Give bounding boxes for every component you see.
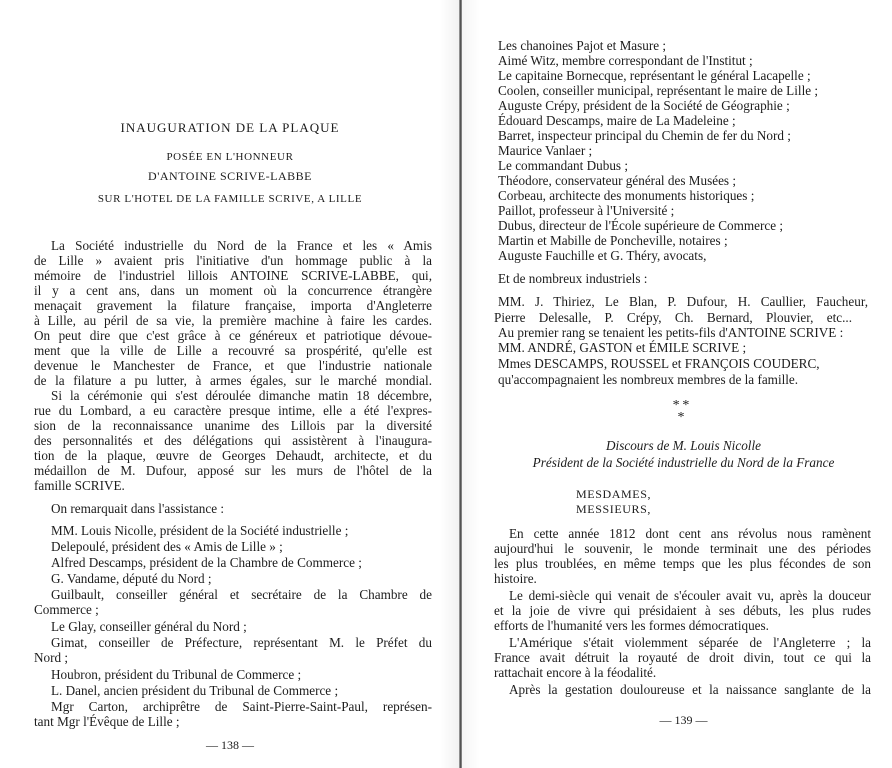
text-line: sion de la reconnaissance unanime des Lillois par la diversité — [34, 418, 432, 433]
attendee-line: Théodore, conservateur général des Musées ; — [498, 173, 737, 188]
attendee-line: Alfred Descamps, président de la Chambre de Commerce ; — [51, 555, 362, 570]
text-line: La Société industrielle du Nord de la France et les « Amis — [51, 238, 432, 253]
attendee-line: Auguste Crépy, président de la Société de Géographie ; — [498, 98, 790, 113]
speech-line: Après la gestation douloureuse et la naissance sanglante de la — [509, 682, 871, 697]
speech-line: aujourd'hui le souvenir, le monde terminait une des périodes — [494, 541, 871, 556]
industrial-line: MM. J. Thiriez, Le Blan, P. Dufour, H. Caullier, Faucheur, — [498, 294, 868, 309]
heading-line-4: SUR L'HOTEL DE LA FAMILLE SCRIVE, A LILLE — [97, 193, 363, 205]
attendee-line: tant Mgr l'Évêque de Lille ; — [34, 714, 180, 729]
text-line: à Lille, au péril de sa vie, la première machine à faire les cardes. — [34, 313, 432, 328]
speech-line: histoire. — [494, 571, 537, 586]
attendee-line: L. Danel, ancien président du Tribunal de Commerce ; — [51, 683, 339, 698]
industrial-line: qu'accompagnaient les nombreux membres de la famille. — [498, 372, 799, 387]
text-line: ment que la ville de Lille a recouvré sa prospérité, qu'elle est — [34, 343, 432, 358]
text-line: Si la cérémonie qui s'est déroulée dimanche matin 18 décembre, — [51, 388, 432, 403]
salutation-messieurs: MESSIEURS, — [576, 502, 652, 516]
text-line: devenue le Manchester de France, et que l'industrie nationale — [34, 358, 432, 373]
attendee-line: Dubus, directeur de l'École supérieure de Commerce ; — [498, 218, 784, 233]
text-line: tion de la plaque, œuvre de Georges Dehaudt, architecte, et du — [34, 448, 432, 463]
speech-subtitle: Président de la Société industrielle du Nord de la France — [532, 455, 835, 470]
text-line: il y a cent ans, dans un moment où la concurrence étrangère — [34, 283, 432, 298]
text-line: médaillon de M. Dufour, apposé sur les murs de l'hôtel de la — [34, 463, 432, 478]
attendee-line: Le capitaine Bornecque, représentant le général Lacapelle ; — [498, 68, 811, 83]
speech-title: Discours de M. Louis Nicolle — [606, 438, 761, 453]
text-line: mémoire de l'industriel lillois ANTOINE SCRIVE-LABBE, qui, — [34, 268, 432, 283]
industrials-intro: Et de nombreux industriels : — [498, 271, 648, 286]
assistance-intro: On remarquait dans l'assistance : — [51, 501, 225, 516]
speech-line: France avait détruit la royauté de droit divin, tout ce qui la — [494, 650, 871, 665]
speech-line: L'Amérique s'était violemment séparée de l'Angleterre ; la — [509, 635, 871, 650]
speech-line: En cette année 1812 dont cent ans révolus nous ramènent — [509, 526, 871, 541]
text-line: On peut dire que c'est grâce à ce généreux et patriotique dévoue- — [34, 328, 432, 343]
section-separator-asterism: * * * — [672, 398, 690, 425]
speech-line: les plus troublées, en même temps que les plus fécondes de son — [494, 556, 871, 571]
attendee-line: Auguste Fauchille et G. Théry, avocats, — [498, 248, 707, 263]
attendee-line: Corbeau, architecte des monuments historiques ; — [498, 188, 755, 203]
attendee-line: MM. Louis Nicolle, président de la Société industrielle ; — [51, 523, 349, 538]
text-line: de Lille » avaient pris l'initiative d'un hommage public à la — [34, 253, 432, 268]
speech-line: et la joie de vivre qui présidaient à ses débuts, les plus rudes — [494, 603, 871, 618]
book-spine — [459, 0, 462, 768]
attendee-line: G. Vandame, député du Nord ; — [51, 571, 212, 586]
page-number: — 139 — — [659, 713, 708, 727]
attendee-line: Paillot, professeur à l'Université ; — [498, 203, 675, 218]
right-page — [466, 0, 892, 768]
speech-line: efforts de l'humanité vers les formes démocratiques. — [494, 618, 769, 633]
attendee-line: Édouard Descamps, maire de La Madeleine ; — [498, 113, 736, 128]
heading-line-2: POSÉE EN L'HONNEUR — [166, 151, 294, 163]
speech-line: rattachait encore à la féodalité. — [494, 665, 657, 680]
heading-line-3: D'ANTOINE SCRIVE-LABBE — [148, 169, 312, 183]
attendee-line: Commerce ; — [34, 602, 99, 617]
attendee-line: Delepoulé, président des « Amis de Lille » ; — [51, 539, 283, 554]
attendee-line: Martin et Mabille de Poncheville, notaires ; — [498, 233, 728, 248]
text-line: de la filature a pu lutter, à armes égales, sur le marché mondial. — [34, 373, 432, 388]
industrial-line: Pierre Delesalle, P. Crépy, Ch. Bernard, Plouvier, etc... — [494, 310, 852, 325]
attendee-line: Nord ; — [34, 650, 69, 665]
attendee-line: Le Glay, conseiller général du Nord ; — [51, 619, 247, 634]
speech-line: Le demi-siècle qui venait de s'écouler avait vu, après la douceur — [509, 588, 871, 603]
text-line: rue du Lombard, a eu caractère presque intime, elle a été l'expres- — [34, 403, 432, 418]
attendee-line: Houbron, président du Tribunal de Commerce ; — [51, 667, 302, 682]
attendee-line: Gimat, conseiller de Préfecture, représentant M. le Préfet du — [51, 635, 432, 650]
attendee-line: Aimé Witz, membre correspondant de l'Institut ; — [498, 53, 753, 68]
text-line: des personnalités et des délégations qui assistèrent à l'inaugura- — [34, 433, 432, 448]
attendee-line: Les chanoines Pajot et Masure ; — [498, 38, 667, 53]
attendee-line: Le commandant Dubus ; — [498, 158, 629, 173]
attendee-line: Guilbault, conseiller général et secrétaire de la Chambre de — [51, 587, 432, 602]
heading-title: INAUGURATION DE LA PLAQUE — [120, 120, 340, 135]
page-number: — 138 — — [206, 738, 254, 752]
attendee-line: Coolen, conseiller municipal, représentant le maire de Lille ; — [498, 83, 819, 98]
salutation-mesdames: MESDAMES, — [576, 487, 652, 501]
industrial-line: MM. ANDRÉ, GASTON et ÉMILE SCRIVE ; — [498, 340, 747, 355]
attendee-line: Mgr Carton, archiprêtre de Saint-Pierre-Saint-Paul, représen- — [51, 699, 432, 714]
text-line: famille SCRIVE. — [34, 478, 125, 493]
industrial-line: Mmes DESCAMPS, ROUSSEL et FRANÇOIS COUDERC, — [498, 356, 820, 371]
attendee-line: Maurice Vanlaer ; — [498, 143, 593, 158]
industrial-line: Au premier rang se tenaient les petits-fils d'ANTOINE SCRIVE : — [498, 325, 844, 340]
text-line: menaçait gravement la filature française, importa d'Angleterre — [34, 298, 432, 313]
attendee-line: Barret, inspecteur principal du Chemin de fer du Nord ; — [498, 128, 791, 143]
